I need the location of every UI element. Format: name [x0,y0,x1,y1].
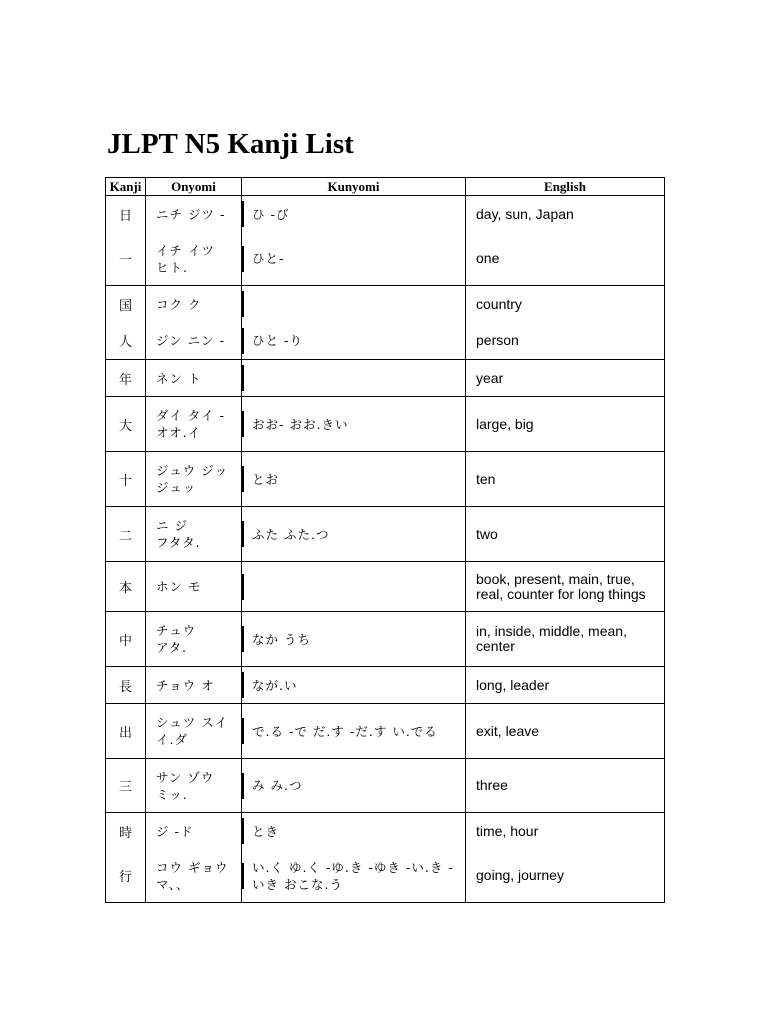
onyomi-line: ホン モ [156,579,202,594]
kunyomi-cell [242,704,466,759]
kunyomi-reading [242,704,465,758]
kanji-cell [106,667,146,704]
kunyomi-line: いき おこな.う [252,876,343,892]
english-cell [466,507,665,562]
table-row [106,507,665,562]
cell-stack [466,667,664,703]
onyomi-reading [146,813,241,849]
cell-stack [242,507,465,561]
kanji-character: 十 [118,473,132,489]
onyomi-line: マ、、 [156,876,190,892]
onyomi-reading [146,667,241,703]
english-meaning: ten [476,470,496,487]
cell-stack [466,196,664,285]
cell-stack [106,612,145,666]
onyomi-line: ミッ. [156,786,188,802]
onyomi-line: ネン ト [156,370,202,386]
kanji-character: 大 [118,418,132,434]
onyomi-line: イチ イツ [156,242,215,258]
english-meaning: day, sun, Japan [476,205,574,222]
onyomi-cell [146,813,242,903]
kanji-character: 日 [118,208,132,224]
onyomi-line: チュウ [156,623,197,638]
kanji-character: 二 [118,528,132,544]
header-english: English [466,178,665,196]
kunyomi-reading [242,759,465,812]
english-meaning: in, inside, middle, mean, center [476,623,627,654]
cell-stack [106,452,145,506]
kunyomi-cell [242,360,466,397]
english-cell [466,759,665,813]
cell-stack [146,507,241,561]
kunyomi-cell [242,196,466,286]
header-onyomi: Onyomi [146,178,242,196]
kanji-character: 年 [118,372,132,388]
onyomi-reading [146,232,241,285]
kanji-cell [106,612,146,667]
kunyomi-reading [242,360,465,396]
cell-stack [146,452,241,506]
cell-stack [106,562,145,611]
cell-stack [242,612,465,666]
onyomi-line: ジュッ [156,480,197,495]
kunyomi-cell [242,452,466,507]
cell-stack [146,562,241,611]
onyomi-cell [146,704,242,759]
kanji-cell [106,452,146,507]
kanji-cell [106,759,146,813]
table-row [106,286,665,360]
onyomi-reading [146,704,241,758]
onyomi-line: シュツ スイ [156,715,228,730]
kunyomi-cell [242,759,466,813]
cell-stack [146,704,241,758]
kunyomi-cell [242,562,466,612]
onyomi-line: ダイ タイ - [156,408,225,423]
table-row [106,667,665,704]
onyomi-line: ジュウ ジッ [156,463,229,478]
cell-stack [146,196,241,285]
english-cell [466,704,665,759]
separator-bar [242,411,244,437]
cell-stack [242,562,465,611]
separator-bar [242,818,244,844]
kunyomi-reading [242,813,465,849]
onyomi-cell [146,286,242,360]
table-row [106,397,665,452]
kanji-cell [106,562,146,612]
page-title: JLPT N5 Kanji List [107,128,354,160]
cell-stack [242,452,465,506]
onyomi-line: ニ ジ [156,518,188,533]
kunyomi-cell [242,612,466,667]
english-meaning: two [476,525,498,542]
kunyomi-reading [242,452,465,506]
english-cell [466,813,665,903]
table-row [106,704,665,759]
kanji-cell [106,813,146,903]
cell-stack [466,452,664,506]
cell-stack [242,704,465,758]
kunyomi-line: とお [252,471,280,487]
onyomi-reading [146,849,241,902]
kunyomi-line: で.る -で だ.す -だ.す い.でる [252,723,438,739]
kunyomi-reading [242,612,465,666]
kanji-table [105,177,665,903]
kunyomi-line: おお- おお.きい [252,416,349,432]
onyomi-reading [146,612,241,666]
kunyomi-reading [242,562,465,611]
separator-bar [242,328,244,354]
onyomi-line: ジ -ド [156,823,194,839]
onyomi-line: コウ ギョウ [156,859,229,875]
cell-stack [466,759,664,812]
cell-stack [242,667,465,703]
onyomi-line: サン ゾウ [156,769,215,785]
table-row [106,562,665,612]
kunyomi-line: なか うち [252,631,311,647]
kunyomi-cell [242,507,466,562]
cell-stack [106,286,145,359]
onyomi-line: ジン ニン - [156,333,226,348]
english-cell [466,452,665,507]
kunyomi-reading [242,232,465,285]
kanji-cell [106,286,146,360]
cell-stack [242,759,465,812]
header-kunyomi: Kunyomi [242,178,466,196]
english-meaning: long, leader [476,676,550,693]
kunyomi-line: ひ -び [252,206,290,222]
cell-stack [106,667,145,703]
separator-bar [242,718,244,744]
english-cell [466,562,665,612]
onyomi-line: オオ.イ [156,425,202,440]
cell-stack [466,397,664,451]
cell-stack [146,397,241,451]
cell-stack [146,286,241,359]
onyomi-reading [146,759,241,812]
cell-stack [242,813,465,902]
separator-bar [242,672,244,698]
kanji-character: 行 [118,870,132,885]
onyomi-reading [146,452,241,506]
table-row [106,813,665,903]
onyomi-line: ヒト. [156,259,188,275]
onyomi-cell [146,397,242,452]
cell-stack [466,562,664,611]
english-meaning: three [476,777,508,793]
header-kanji: Kanji [106,178,146,196]
cell-stack [466,813,664,902]
english-meaning: exit, leave [476,722,540,739]
separator-bar [242,365,244,391]
onyomi-cell [146,562,242,612]
english-cell [466,286,665,360]
cell-stack [466,360,664,396]
kunyomi-line: い.く ゆ.く -ゆ.き -ゆき -い.き - [252,859,454,875]
english-meaning: year [476,369,504,386]
kanji-character: 国 [118,298,132,314]
cell-stack [106,360,145,396]
table-row [106,452,665,507]
cell-stack [242,286,465,359]
english-meaning: one [476,250,500,266]
onyomi-line: フタタ. [156,535,201,550]
kunyomi-cell [242,397,466,452]
separator-bar [242,574,244,600]
separator-bar [242,626,244,652]
separator-bar [242,201,244,227]
english-meaning: book, present, main, true, real, counter for long things [476,570,646,602]
kunyomi-reading [242,667,465,703]
separator-bar [242,291,244,317]
english-cell [466,360,665,397]
kunyomi-reading [242,507,465,561]
english-cell [466,612,665,667]
onyomi-reading [146,397,241,451]
onyomi-reading [146,360,241,396]
onyomi-line: チョウ オ [156,677,215,693]
cell-stack [466,612,664,666]
kanji-cell [106,360,146,397]
onyomi-line: ニチ ジツ - [156,206,226,222]
onyomi-cell [146,507,242,562]
english-meaning: person [476,332,519,348]
kunyomi-line: なが.い [252,677,298,693]
kunyomi-cell [242,667,466,704]
onyomi-cell [146,667,242,704]
table-row [106,196,665,286]
cell-stack [106,704,145,758]
cell-stack [146,612,241,666]
separator-bar [242,773,244,799]
cell-stack [242,196,465,285]
onyomi-reading [146,507,241,561]
cell-stack [146,360,241,396]
separator-bar [242,521,244,547]
kunyomi-reading [242,322,465,359]
cell-stack [106,196,145,285]
kanji-cell [106,704,146,759]
cell-stack [466,286,664,359]
kanji-character: 中 [118,633,132,649]
kunyomi-line: ひと -り [252,333,303,348]
table-row [106,612,665,667]
separator-bar [242,246,244,272]
kanji-character: 人 [118,335,132,350]
cell-stack [106,813,145,902]
english-cell [466,397,665,452]
table-row [106,759,665,813]
kunyomi-reading [242,286,465,322]
english-meaning: going, journey [476,867,564,883]
table-row [106,360,665,397]
kanji-cell [106,397,146,452]
onyomi-reading [146,286,241,322]
kunyomi-reading [242,196,465,232]
kunyomi-reading [242,397,465,451]
onyomi-cell [146,360,242,397]
table-header-row [106,178,665,196]
kunyomi-line: ひと- [252,251,285,266]
kunyomi-line: み み.つ [252,778,303,793]
kanji-character: 出 [118,725,132,741]
english-meaning: country [476,295,522,312]
kanji-character: 長 [118,679,132,695]
kanji-character: 一 [118,253,132,268]
english-cell [466,667,665,704]
kanji-character: 時 [118,825,132,841]
onyomi-cell [146,196,242,286]
cell-stack [146,813,241,902]
cell-stack [466,704,664,758]
kanji-cell [106,507,146,562]
english-meaning: time, hour [476,822,539,839]
onyomi-cell [146,612,242,667]
separator-bar [242,466,244,492]
onyomi-line: コク ク [156,296,202,312]
kanji-character: 三 [118,780,132,795]
onyomi-reading [146,562,241,611]
cell-stack [242,397,465,451]
cell-stack [242,360,465,396]
kunyomi-cell [242,813,466,903]
onyomi-reading [146,196,241,232]
kunyomi-line: とき [252,823,280,839]
kanji-cell [106,196,146,286]
onyomi-cell [146,759,242,813]
cell-stack [106,397,145,451]
cell-stack [466,507,664,561]
kunyomi-cell [242,286,466,360]
onyomi-cell [146,452,242,507]
kunyomi-line: ふた ふた.つ [252,526,330,542]
cell-stack [106,507,145,561]
separator-bar [242,863,244,889]
cell-stack [146,667,241,703]
english-cell [466,196,665,286]
cell-stack [106,759,145,812]
kunyomi-reading [242,849,465,902]
onyomi-reading [146,322,241,359]
english-meaning: large, big [476,415,534,432]
kanji-character: 本 [118,581,132,596]
cell-stack [146,759,241,812]
onyomi-line: イ.ダ [156,732,188,747]
onyomi-line: アタ. [156,640,188,655]
